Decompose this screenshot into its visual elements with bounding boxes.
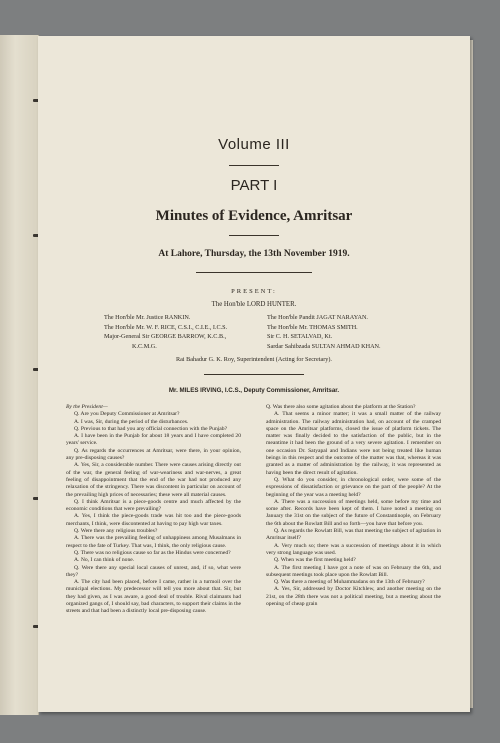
paragraph: A. Yes, Sir, addressed by Doctor Kitchlew, and another meeting on the 21st, on the 28th there was not a political meeting, but a meeting about the opening of cheap grain [266,586,441,608]
paragraph: Q. As regards the occurrences at Amritsar, were there, in your opinion, any pre-disposing causes? [66,447,241,462]
members-left [104,313,227,351]
paragraph: A. I have been in the Punjab for about 18 years and I have completed 20 years' service. [66,433,241,447]
member-name: Sir C. H. SETALVAD, Kt. [267,333,333,341]
paragraph: A. Yes, Sir, a considerable number. There were causes arising directly out of the war, the general feeling of war-weariness and war-nerves, a great feeling of disappointment that the end of the war had not produced any relaxation of the stringency. There was discontent in particular on account of the prevailing high prices of necessaries; these were all material causes. [66,462,241,498]
paragraph: Q. Previous to that had you any official connection with the Punjab? [74,425,228,432]
paragraph: Q. Were there any religious troubles? [74,528,158,535]
paragraph: Q. Was there a meeting of Muhammadans on the 13th of February? [274,579,425,586]
paragraph: A. No, I can think of none. [74,557,135,564]
paragraph: Q. What do you consider, in chronological order, were some of the expressions of dissatisfaction or grievance on the part of the people? At the beginning of the year was a meeting held? [266,476,441,498]
session-place-date: At Lahore, Thursday, the 13th November 1919. [158,249,350,259]
witness-heading: Mr. MILES IRVING, I.C.S., Deputy Commissioner, Amritsar. [168,387,340,394]
paragraph: A. The city had been placed, before I came, rather in a turmoil over the municipal elections. My predecessor will tell you more about that. Sir, but they had given, as I was aware, a good deal of trouble. Rival claimants had organized gangs of, I should say, bad characters, to support their claims in the streets and that had been a distinctly local pre-disposing cause. [66,579,241,615]
document-page [38,36,470,712]
member-name: Major-General Sir GEORGE BARROW, K.C.B., [104,333,227,341]
right-column [266,404,441,608]
speaker-label: By the President— [66,404,108,410]
paragraph: A. The first meeting I have got a note of was on February the 6th, and subsequent meetings took place upon the Rowlatt Bill. [266,564,441,578]
member-name: The Hon'ble Mr. Justice RANKIN. [104,314,191,321]
member-name: The Hon'ble Pandit JAGAT NARAYAN. [267,314,368,321]
paragraph: Q. Were there any special local causes of unrest, and, if so, what were they? [66,564,241,578]
left-column [66,404,241,616]
volume-heading: Volume III [218,136,290,153]
document-title: Minutes of Evidence, Amritsar [155,208,353,224]
divider [229,165,279,166]
paragraph: Q. I think Amritsar is a piece-goods centre and much affected by the economic conditions that were prevailing? [66,498,241,513]
part-heading: PART I [230,177,278,194]
member-name: The Hon'ble Mr. THOMAS SMITH. [267,323,358,331]
book-spine [0,35,39,715]
paragraph: Q. Was there also some agitation about the platform at the Station? [266,404,416,410]
divider [229,235,279,236]
paragraph: A. I was, Sir, during the period of the disturbances. [74,418,189,425]
paragraph: A. There was the prevailing feeling of unhappiness among Musalmans in respect to the fate of Turkey. That was, I think, the only religious cause. [66,535,241,549]
paragraph: Q. When was the first meeting held? [274,557,356,564]
paragraph: Q. Are you Deputy Commissioner at Amritsar? [74,411,180,418]
secretary-line: Rai Bahadur G. K. Roy, Superintendent (Acting for Secretary). [176,356,332,363]
member-name: Sardar Sahibzada SULTAN AHMAD KHAN. [267,342,381,350]
chairman: The Hon'ble LORD HUNTER. [211,301,297,308]
divider [204,374,304,375]
member-name: K.C.M.G. [132,342,157,350]
paragraph: A. Yes, I think the piece-goods trade was hit too and the piece-goods merchants, I think, were discontented at having to pay high war taxes. [66,513,241,527]
paragraph: A. That seems a minor matter; it was a small matter of the railway administration. The railway administration had, on account of the cramped space on the Amritsar platforms, closed the issue of platform tickets. The matter was finally decided to the satisfaction of the public, but in the meantime it had been the ground of a very severe agitation. I remember on one occasion Dr. Satyapal and Indians were not being treated like human beings in this respect and the outcome of the matter was that, whereas it was granted as a matter of administration by the railway, it was represented as having been the direct result of agitation. [266,411,441,476]
member-name: The Hon'ble Mr. W. F. RICE, C.S.I., C.I.E., I.C.S. [104,323,228,331]
paragraph: A. Very much so; there was a succession of meetings about it in which very strong language was used. [266,542,441,556]
paragraph: Q. As regards the Rowlatt Bill, was that meeting the subject of agitation in Amritsar itself? [266,528,441,542]
paragraph: A. There was a succession of meetings held, some before my time and some after. Records have been kept of them. I have noted a meeting on January the 31st on the subject of the future of Constantinople, on February the 6th about the Rowlatt Bill and so forth—you have that before you. [266,498,441,527]
members-right [267,313,381,351]
divider [196,272,312,273]
present-label: PRESENT: [231,288,277,295]
paragraph: Q. There was no religious cause so far as the Hindus were concerned? [74,549,231,556]
